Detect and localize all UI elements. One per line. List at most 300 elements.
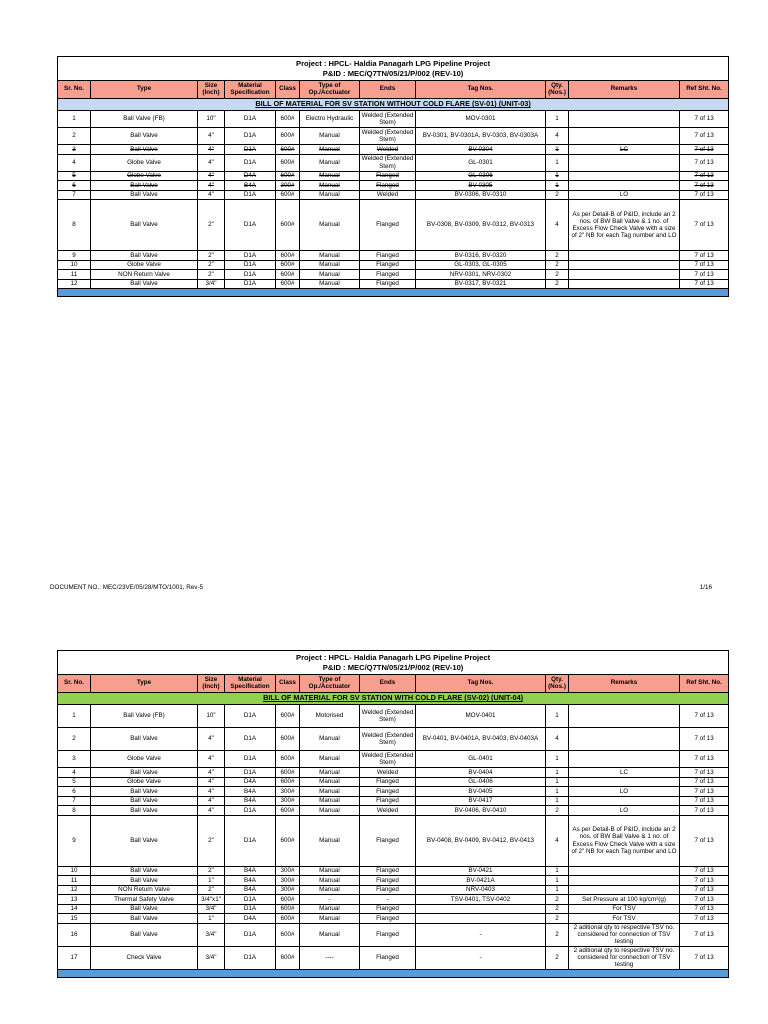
cell-qty: 2 — [546, 895, 569, 905]
cell-material-spec: D4A — [225, 914, 276, 924]
cell-ends: Flanged — [360, 200, 416, 251]
table-row — [58, 914, 729, 924]
cell-type: NON Return Valve — [91, 270, 198, 280]
cell-ends: Flanged — [360, 866, 416, 876]
cell-remarks: 2 aditional qty to respective TSV no. considered for connection of TSV testing — [569, 923, 680, 946]
column-header-row — [58, 81, 729, 99]
cell-qty: 1 — [546, 145, 569, 155]
col-header-ref-sheet: Ref Sht. No. — [680, 675, 729, 693]
cell-ref-sheet: 7 of 13 — [680, 145, 729, 155]
cell-class: 600# — [276, 705, 300, 728]
cell-material-spec: D1A — [225, 128, 276, 145]
cell-material-spec: D1A — [225, 815, 276, 866]
cell-class: 600# — [276, 111, 300, 128]
cell-sr-no: 10 — [58, 260, 91, 270]
cell-operator: Manual — [300, 251, 360, 261]
cell-size: 4" — [198, 751, 225, 768]
cell-tag-nos: BV-0306, BV-0310 — [416, 190, 546, 200]
cell-tag-nos: TSV-0401, TSV-0402 — [416, 895, 546, 905]
cell-qty: 2 — [546, 914, 569, 924]
section-title-row — [58, 693, 729, 705]
project-title-row — [58, 57, 729, 81]
cell-remarks: As per Detail-B of P&ID, include an 2 nos. of BW Ball Valve & 1 no. of Excess Flow Check Valve with a size of 2" NB for each Tag number and LO — [569, 815, 680, 866]
col-header-material-spec: Material Specification — [225, 81, 276, 99]
cell-tag-nos: MOV-0401 — [416, 705, 546, 728]
cell-qty: 4 — [546, 200, 569, 251]
page-number: 1/16 — [699, 584, 712, 591]
cell-class: 600# — [276, 279, 300, 289]
section-title-sv02: BILL OF MATERIAL FOR SV STATION WITH COLD FLARE (SV-02) (UNIT-04) — [58, 693, 729, 705]
cell-class: 600# — [276, 815, 300, 866]
cell-ref-sheet: 7 of 13 — [680, 876, 729, 886]
cell-type: Ball Valve — [91, 866, 198, 876]
cell-ends: Flanged — [360, 815, 416, 866]
cell-tag-nos: BV-0308, BV-0309, BV-0312, BV-0313 — [416, 200, 546, 251]
cell-ends: Flanged — [360, 885, 416, 895]
cell-remarks — [569, 270, 680, 280]
cell-operator: Manual — [300, 154, 360, 171]
cell-tag-nos: BV-0305 — [416, 181, 546, 191]
cell-type: NON Return Valve — [91, 885, 198, 895]
cell-tag-nos — [416, 904, 546, 914]
cell-operator: Manual — [300, 914, 360, 924]
cell-ref-sheet: 7 of 13 — [680, 796, 729, 806]
table-row — [58, 815, 729, 866]
cell-class: 600# — [276, 806, 300, 816]
col-header-size: Size (Inch) — [198, 675, 225, 693]
cell-class: 600# — [276, 251, 300, 261]
cell-size: 4" — [198, 728, 225, 751]
cell-operator: Manual — [300, 866, 360, 876]
col-header-operator: Type of Op./Acctuator — [300, 81, 360, 99]
cell-size: 2" — [198, 815, 225, 866]
cell-ref-sheet: 7 of 13 — [680, 923, 729, 946]
cell-ends: Welded (Extended Stem) — [360, 154, 416, 171]
cell-type: Globe Valve — [91, 260, 198, 270]
col-header-material-spec: Material Specification — [225, 675, 276, 693]
cell-tag-nos: BV-0417 — [416, 796, 546, 806]
cell-class: 600# — [276, 904, 300, 914]
cell-operator: Manual — [300, 270, 360, 280]
cell-class: 600# — [276, 923, 300, 946]
cell-class: 600# — [276, 260, 300, 270]
cell-size: 4" — [198, 806, 225, 816]
cell-ends: Flanged — [360, 777, 416, 787]
col-header-ref-sheet: Ref Sht. No. — [680, 81, 729, 99]
cell-ends: Flanged — [360, 914, 416, 924]
cell-material-spec: D4A — [225, 171, 276, 181]
cell-type: Ball Valve — [91, 279, 198, 289]
table-row — [58, 777, 729, 787]
cell-tag-nos: - — [416, 923, 546, 946]
cell-type: Ball Valve — [91, 128, 198, 145]
cell-ends: Flanged — [360, 181, 416, 191]
cell-sr-no: 8 — [58, 200, 91, 251]
cell-ref-sheet: 7 of 13 — [680, 111, 729, 128]
cell-operator: Manual — [300, 200, 360, 251]
cell-remarks — [569, 128, 680, 145]
cell-type: Ball Valve — [91, 728, 198, 751]
cell-qty: 2 — [546, 270, 569, 280]
cell-operator: - — [300, 895, 360, 905]
cell-size: 4" — [198, 787, 225, 797]
cell-tag-nos: BV-0421 — [416, 866, 546, 876]
cell-qty: 2 — [546, 923, 569, 946]
cell-operator: Manual — [300, 128, 360, 145]
cell-ref-sheet: 7 of 13 — [680, 260, 729, 270]
cell-ref-sheet: 7 of 13 — [680, 768, 729, 778]
cell-remarks — [569, 705, 680, 728]
cell-ends: Welded (Extended Stem) — [360, 128, 416, 145]
cell-sr-no: 7 — [58, 796, 91, 806]
cell-class: 600# — [276, 768, 300, 778]
cell-type: Ball Valve — [91, 145, 198, 155]
cell-type: Ball Valve — [91, 914, 198, 924]
cell-material-spec: B4A — [225, 181, 276, 191]
cell-sr-no: 1 — [58, 111, 91, 128]
col-header-class: Class — [276, 81, 300, 99]
cell-ends: Welded — [360, 190, 416, 200]
col-header-ends: Ends — [360, 81, 416, 99]
cell-qty: 1 — [546, 751, 569, 768]
cell-class: 600# — [276, 751, 300, 768]
cell-tag-nos — [416, 914, 546, 924]
cell-remarks: For TSV — [569, 914, 680, 924]
cell-tag-nos: BV-0316, BV-0320 — [416, 251, 546, 261]
cell-sr-no: 9 — [58, 815, 91, 866]
cell-qty: 1 — [546, 796, 569, 806]
cell-material-spec: D1A — [225, 728, 276, 751]
col-header-ends: Ends — [360, 675, 416, 693]
cell-ref-sheet: 7 of 13 — [680, 904, 729, 914]
cell-ref-sheet: 7 of 13 — [680, 270, 729, 280]
cell-ref-sheet: 7 of 13 — [680, 251, 729, 261]
cell-sr-no: 9 — [58, 251, 91, 261]
cell-ends: Welded (Extended Stem) — [360, 728, 416, 751]
cell-remarks — [569, 751, 680, 768]
cell-ends: Flanged — [360, 787, 416, 797]
cell-tag-nos: BV-0317, BV-0321 — [416, 279, 546, 289]
table-row — [58, 200, 729, 251]
cell-qty: 2 — [546, 190, 569, 200]
table-row — [58, 768, 729, 778]
cell-operator: Motorised — [300, 705, 360, 728]
cell-material-spec: D1A — [225, 705, 276, 728]
table-row — [58, 251, 729, 261]
cell-qty: 1 — [546, 768, 569, 778]
cell-ends: Flanged — [360, 171, 416, 181]
table-footer-bar — [58, 969, 729, 977]
cell-type: Ball Valve (FB) — [91, 111, 198, 128]
cell-remarks — [569, 154, 680, 171]
cell-sr-no: 2 — [58, 128, 91, 145]
cell-qty: 1 — [546, 171, 569, 181]
section-title-row — [58, 99, 729, 111]
cell-material-spec: B4A — [225, 866, 276, 876]
cell-size: 2" — [198, 866, 225, 876]
cell-sr-no: 12 — [58, 279, 91, 289]
cell-size: 4" — [198, 171, 225, 181]
col-header-sr-no: Sr. No. — [58, 675, 91, 693]
cell-sr-no: 10 — [58, 866, 91, 876]
cell-qty: 1 — [546, 154, 569, 171]
cell-class: 600# — [276, 895, 300, 905]
cell-type: Ball Valve — [91, 251, 198, 261]
cell-material-spec: D1A — [225, 154, 276, 171]
cell-size: 4" — [198, 190, 225, 200]
cell-ends: Flanged — [360, 946, 416, 969]
cell-tag-nos: GL-0306 — [416, 171, 546, 181]
cell-operator: Manual — [300, 190, 360, 200]
cell-tag-nos: MOV-0301 — [416, 111, 546, 128]
cell-operator: Manual — [300, 777, 360, 787]
cell-tag-nos: BV-0301, BV-0301A, BV-0303, BV-0303A — [416, 128, 546, 145]
cell-ref-sheet: 7 of 13 — [680, 705, 729, 728]
cell-sr-no: 11 — [58, 876, 91, 886]
cell-size: 3/4" — [198, 904, 225, 914]
cell-type: Ball Valve — [91, 787, 198, 797]
cell-ref-sheet: 7 of 13 — [680, 914, 729, 924]
table-row — [58, 895, 729, 905]
cell-remarks — [569, 796, 680, 806]
table-row — [58, 787, 729, 797]
cell-material-spec: D1A — [225, 251, 276, 261]
cell-class: 300# — [276, 885, 300, 895]
cell-size: 4" — [198, 796, 225, 806]
cell-ends: Flanged — [360, 279, 416, 289]
cell-size: 4" — [198, 181, 225, 191]
table-row — [58, 751, 729, 768]
cell-ref-sheet: 7 of 13 — [680, 190, 729, 200]
cell-qty: 1 — [546, 181, 569, 191]
cell-size: 1" — [198, 876, 225, 886]
column-header-row — [58, 675, 729, 693]
cell-operator: Manual — [300, 171, 360, 181]
table-row — [58, 171, 729, 181]
cell-qty: 2 — [546, 251, 569, 261]
cell-ends: Flanged — [360, 796, 416, 806]
cell-type: Ball Valve — [91, 904, 198, 914]
project-title: Project : HPCL- Haldia Panagarh LPG Pipeline Project — [296, 653, 491, 663]
cell-ref-sheet: 7 of 13 — [680, 154, 729, 171]
section-title-sv01: BILL OF MATERIAL FOR SV STATION WITHOUT COLD FLARE (SV-01) (UNIT-03) — [58, 99, 729, 111]
cell-tag-nos: GL-0401 — [416, 751, 546, 768]
cell-ends: Flanged — [360, 260, 416, 270]
cell-class: 300# — [276, 181, 300, 191]
cell-ends: Flanged — [360, 251, 416, 261]
cell-ends: Welded — [360, 806, 416, 816]
col-header-tag-nos: Tag Nos. — [416, 675, 546, 693]
cell-sr-no: 3 — [58, 145, 91, 155]
cell-qty: 2 — [546, 806, 569, 816]
cell-type: Ball Valve — [91, 796, 198, 806]
col-header-qty: Qty. (Nos.) — [546, 675, 569, 693]
col-header-size: Size (Inch) — [198, 81, 225, 99]
cell-size: 2" — [198, 260, 225, 270]
cell-type: Ball Valve — [91, 876, 198, 886]
cell-material-spec: B4A — [225, 787, 276, 797]
cell-qty: 1 — [546, 876, 569, 886]
table-row — [58, 128, 729, 145]
cell-operator: Manual — [300, 923, 360, 946]
cell-ends: Welded — [360, 768, 416, 778]
bom-table-sv02-wrapper — [57, 650, 722, 978]
cell-material-spec: B4A — [225, 885, 276, 895]
cell-qty: 4 — [546, 128, 569, 145]
col-header-type: Type — [91, 81, 198, 99]
cell-remarks — [569, 279, 680, 289]
cell-sr-no: 7 — [58, 190, 91, 200]
cell-tag-nos: NRV-0301, NRV-0302 — [416, 270, 546, 280]
cell-class: 600# — [276, 946, 300, 969]
cell-remarks: LO — [569, 190, 680, 200]
cell-ref-sheet: 7 of 13 — [680, 815, 729, 866]
cell-type: Ball Valve — [91, 181, 198, 191]
cell-ref-sheet: 7 of 13 — [680, 866, 729, 876]
cell-qty: 1 — [546, 866, 569, 876]
col-header-class: Class — [276, 675, 300, 693]
cell-sr-no: 14 — [58, 904, 91, 914]
cell-remarks — [569, 866, 680, 876]
cell-type: Check Valve — [91, 946, 198, 969]
cell-ends: Welded — [360, 145, 416, 155]
cell-remarks: Set Pressure at 100 kg/cm²(g) — [569, 895, 680, 905]
col-header-sr-no: Sr. No. — [58, 81, 91, 99]
table-row — [58, 796, 729, 806]
cell-size: 3/4"x1" — [198, 895, 225, 905]
project-title: Project : HPCL- Haldia Panagarh LPG Pipeline Project — [296, 59, 491, 69]
cell-class: 600# — [276, 777, 300, 787]
cell-type: Ball Valve — [91, 200, 198, 251]
table-footer-bar — [58, 289, 729, 297]
cell-size: 4" — [198, 145, 225, 155]
cell-material-spec: D1A — [225, 751, 276, 768]
cell-class: 600# — [276, 171, 300, 181]
table-row — [58, 904, 729, 914]
cell-remarks — [569, 728, 680, 751]
cell-class: 600# — [276, 128, 300, 145]
cell-tag-nos: - — [416, 946, 546, 969]
table-row — [58, 270, 729, 280]
cell-remarks — [569, 251, 680, 261]
cell-remarks: LO — [569, 806, 680, 816]
cell-size: 10" — [198, 705, 225, 728]
pid-reference: P&ID : MEC/Q7TN/05/21/P/002 (REV-10) — [322, 662, 464, 672]
cell-operator: Manual — [300, 768, 360, 778]
cell-class: 600# — [276, 270, 300, 280]
cell-operator: Electro Hydraulic — [300, 111, 360, 128]
cell-material-spec: D1A — [225, 200, 276, 251]
cell-tag-nos: BV-0405 — [416, 787, 546, 797]
table-row — [58, 876, 729, 886]
cell-tag-nos: BV-0406, BV-0410 — [416, 806, 546, 816]
cell-operator: Manual — [300, 796, 360, 806]
cell-operator: Manual — [300, 260, 360, 270]
cell-ends: Flanged — [360, 923, 416, 946]
table-row — [58, 705, 729, 728]
cell-remarks: 2 aditional qty to respective TSV no. considered for connection of TSV testing — [569, 946, 680, 969]
cell-ends: Flanged — [360, 270, 416, 280]
cell-ref-sheet: 7 of 13 — [680, 181, 729, 191]
cell-remarks: LC — [569, 768, 680, 778]
cell-ref-sheet: 7 of 13 — [680, 751, 729, 768]
cell-ref-sheet: 7 of 13 — [680, 279, 729, 289]
cell-class: 300# — [276, 787, 300, 797]
cell-material-spec: D1A — [225, 190, 276, 200]
cell-type: Ball Valve — [91, 815, 198, 866]
cell-class: 300# — [276, 796, 300, 806]
cell-ends: - — [360, 895, 416, 905]
cell-size: 4" — [198, 777, 225, 787]
cell-sr-no: 16 — [58, 923, 91, 946]
project-title-row — [58, 651, 729, 675]
table-row — [58, 885, 729, 895]
cell-operator: Manual — [300, 145, 360, 155]
table-row — [58, 190, 729, 200]
cell-operator: Manual — [300, 728, 360, 751]
cell-ref-sheet: 7 of 13 — [680, 806, 729, 816]
cell-remarks — [569, 777, 680, 787]
cell-material-spec: D1A — [225, 260, 276, 270]
cell-size: 1" — [198, 914, 225, 924]
cell-ref-sheet: 7 of 13 — [680, 777, 729, 787]
cell-sr-no: 13 — [58, 895, 91, 905]
cell-qty: 2 — [546, 946, 569, 969]
cell-class: 600# — [276, 200, 300, 251]
cell-remarks — [569, 171, 680, 181]
cell-operator: Manual — [300, 279, 360, 289]
cell-operator: Manual — [300, 787, 360, 797]
cell-size: 2" — [198, 270, 225, 280]
cell-qty: 1 — [546, 787, 569, 797]
cell-ref-sheet: 7 of 13 — [680, 171, 729, 181]
cell-sr-no: 5 — [58, 171, 91, 181]
cell-operator: Manual — [300, 885, 360, 895]
cell-tag-nos: BV-0404 — [416, 768, 546, 778]
cell-operator: ---- — [300, 946, 360, 969]
cell-size: 4" — [198, 768, 225, 778]
cell-material-spec: D1A — [225, 270, 276, 280]
table-row — [58, 728, 729, 751]
cell-tag-nos: BV-0401, BV-0401A, BV-0403, BV-0403A — [416, 728, 546, 751]
table-row — [58, 866, 729, 876]
table-row — [58, 260, 729, 270]
cell-remarks: As per Detail-B of P&ID, include an 2 nos. of BW Ball Valve & 1 no. of Excess Flow Check Valve with a size of 2" NB for each Tag number and LO — [569, 200, 680, 251]
cell-qty: 2 — [546, 279, 569, 289]
cell-remarks: LO — [569, 787, 680, 797]
cell-operator: Manual — [300, 181, 360, 191]
cell-ref-sheet: 7 of 13 — [680, 885, 729, 895]
cell-size: 10" — [198, 111, 225, 128]
cell-class: 300# — [276, 866, 300, 876]
col-header-remarks: Remarks — [569, 675, 680, 693]
cell-sr-no: 17 — [58, 946, 91, 969]
cell-material-spec: D1A — [225, 279, 276, 289]
cell-operator: Manual — [300, 751, 360, 768]
cell-sr-no: 4 — [58, 154, 91, 171]
cell-size: 3/4" — [198, 946, 225, 969]
cell-type: Ball Valve (FB) — [91, 705, 198, 728]
cell-material-spec: D1A — [225, 904, 276, 914]
cell-remarks — [569, 260, 680, 270]
cell-type: Globe Valve — [91, 171, 198, 181]
cell-ends: Welded (Extended Stem) — [360, 111, 416, 128]
cell-class: 300# — [276, 876, 300, 886]
cell-material-spec: D1A — [225, 895, 276, 905]
cell-ref-sheet: 7 of 13 — [680, 128, 729, 145]
cell-ref-sheet: 7 of 13 — [680, 787, 729, 797]
cell-operator: Manual — [300, 806, 360, 816]
